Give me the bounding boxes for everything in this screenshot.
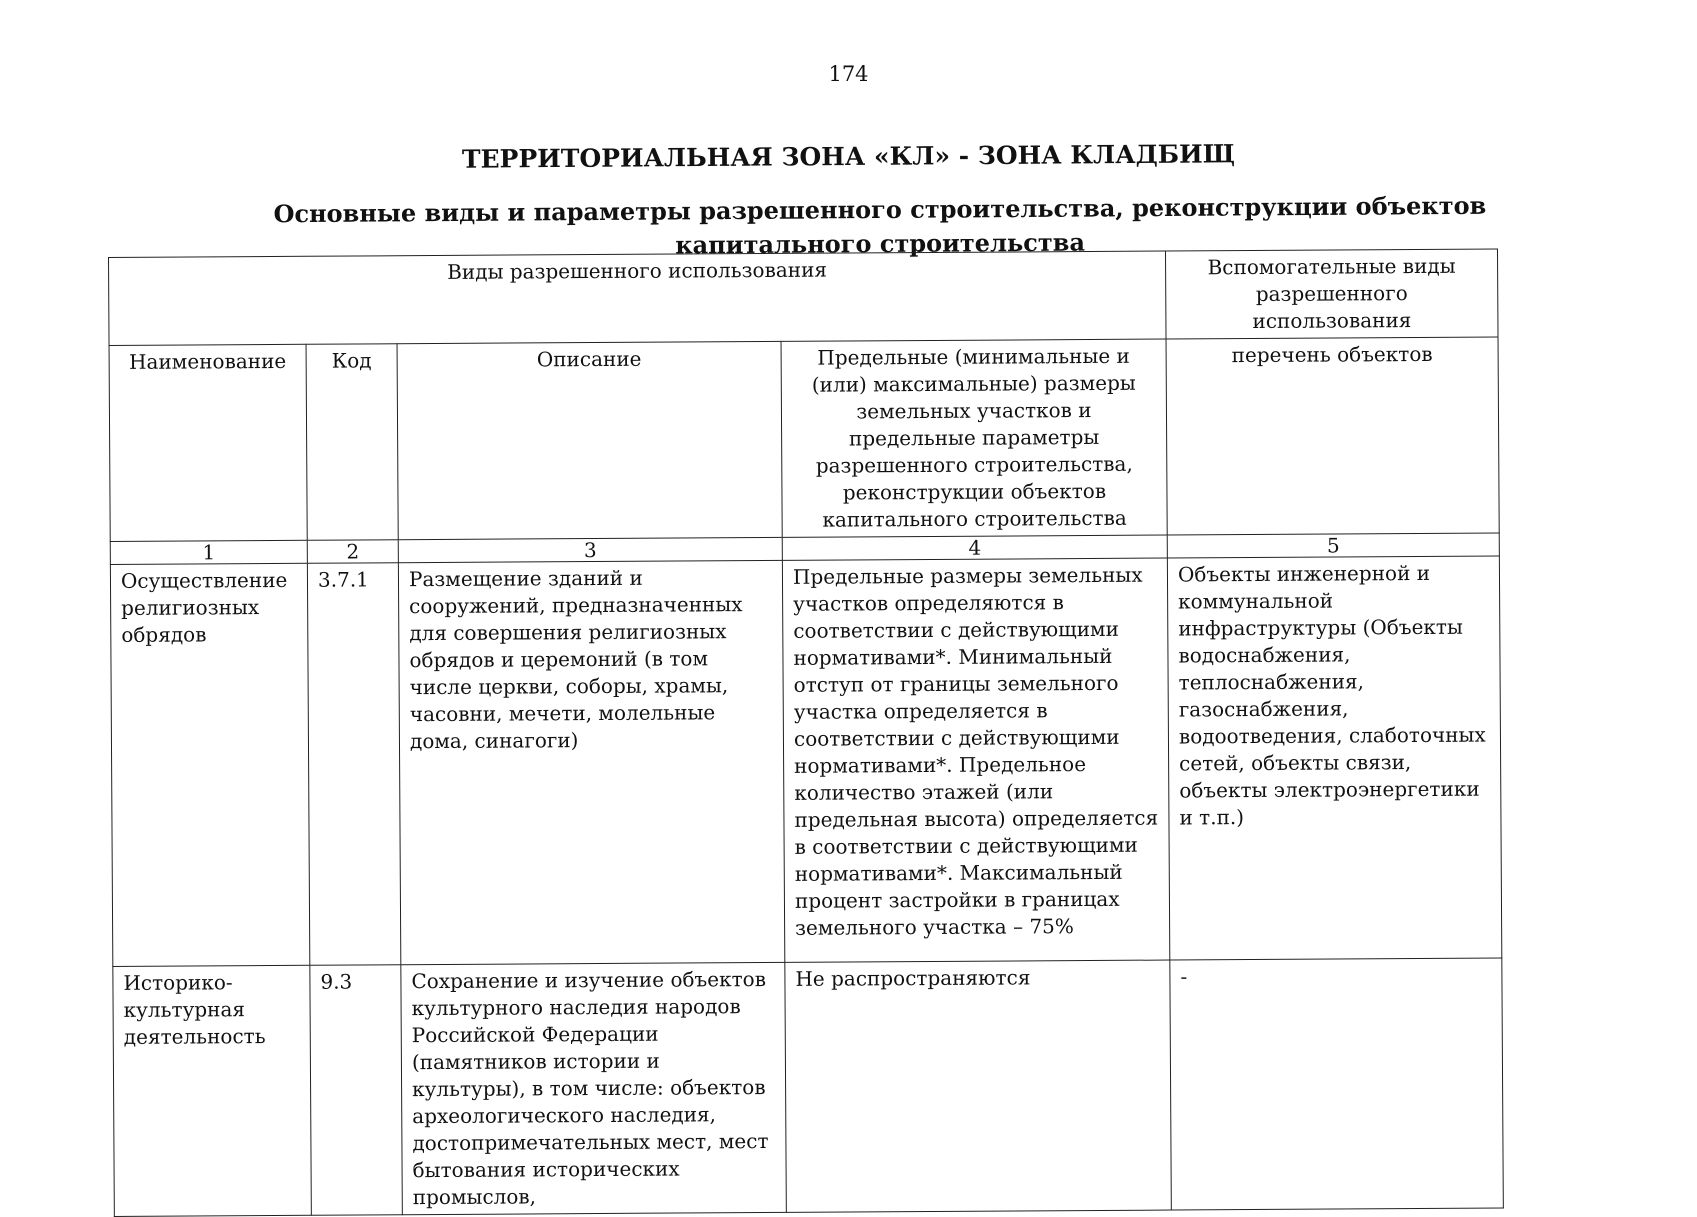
- column-number: 5: [1167, 533, 1499, 558]
- permitted-use-table: [108, 249, 1504, 1217]
- row-objects: -: [1170, 958, 1504, 1210]
- column-number: 2: [307, 540, 398, 564]
- col-header-name: Наименование: [109, 344, 307, 541]
- zone-title: ТЕРРИТОРИАЛЬНАЯ ЗОНА «КЛ» - ЗОНА КЛАДБИЩ: [461, 139, 1236, 174]
- column-header-row: [109, 337, 1499, 541]
- page-number: 174: [828, 62, 869, 86]
- row-limits: Не распространяются: [785, 960, 1172, 1212]
- column-number: 1: [110, 540, 307, 564]
- col-header-description: Описание: [397, 341, 782, 539]
- row-code: 3.7.1: [307, 563, 400, 966]
- column-number: 4: [782, 535, 1167, 560]
- section-subtitle: Основные виды и параметры разрешенного строительства, реконструкции объектов капитального строительства: [273, 190, 1487, 260]
- table-row: [113, 958, 1504, 1216]
- col-header-code: Код: [306, 344, 398, 541]
- row-objects: Объекты инженерной и коммунальной инфраструктуры (Объекты водоснабжения, теплоснабжения, газоснабжения, водоотведения, слаботочных сетей, объекты связи, объекты электроэнергетики и т.п.): [1167, 556, 1501, 960]
- row-description: Сохранение и изучение объектов культурного наследия народов Российской Федерации (памятников истории и культуры), в том числе: объектов археологического наследия, достопримечательных мест, мест бытования исторических промыслов,: [401, 962, 787, 1214]
- row-name: Историко-культурная деятельность: [113, 965, 312, 1216]
- group-header: Виды разрешенного использования: [109, 251, 1167, 345]
- row-code: 9.3: [310, 965, 403, 1216]
- column-number: 3: [398, 537, 782, 562]
- col-header-objects: перечень объектов: [1166, 337, 1499, 535]
- table-row: [110, 556, 1501, 966]
- permitted-use-table-wrapper: [108, 249, 1504, 1217]
- col-header-limits: Предельные (минимальные и (или) максимальные) размеры земельных участков и предельные параметры разрешенного строительства, реконструкции объектов капитального строительства: [781, 339, 1167, 537]
- row-name: Осуществление религиозных обрядов: [110, 563, 309, 966]
- row-description: Размещение зданий и сооружений, предназначенных для совершения религиозных обрядов и церемоний (в том числе церкви, соборы, храмы, часовни, мечети, молельные дома, синагоги): [398, 560, 784, 964]
- group-header-row: [109, 249, 1499, 345]
- aux-header: Вспомогательные виды разрешенного использования: [1165, 249, 1498, 339]
- row-limits: Предельные размеры земельных участков определяются в соответствии с действующими нормативами*. Минимальный отступ от границы земельного участка определяется в соответствии с действующими нормативами*. Предельное количество этажей (или предельная высота) определяется в соответствии с действующими нормативами*. Максимальный процент застройки в границах земельного участка – 75%: [782, 558, 1169, 962]
